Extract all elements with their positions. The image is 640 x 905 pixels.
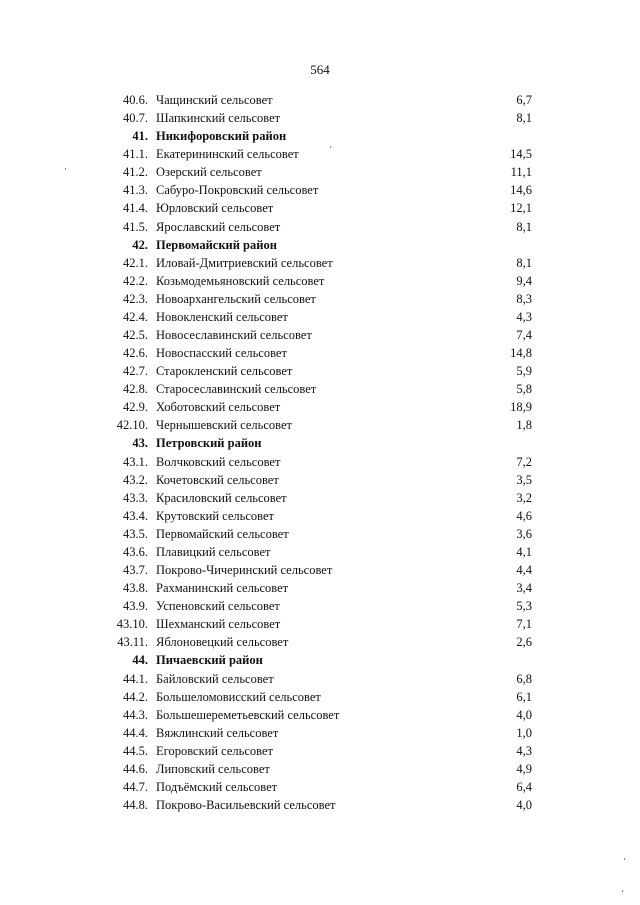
row-number: 41.1. (123, 147, 148, 162)
row-name: Юрловский сельсовет (156, 201, 274, 216)
row-number: 44.4. (123, 725, 148, 740)
row-number: 42.7. (123, 364, 148, 379)
row-number: 44.8. (123, 798, 148, 813)
row-name: Чащинский сельсовет (156, 93, 273, 107)
row-value: 4,1 (516, 544, 532, 559)
row-number: 43. (132, 436, 148, 451)
table-row (0, 326, 640, 344)
table-row (0, 272, 640, 290)
section-header-row (0, 127, 640, 145)
row-number: 43.10. (116, 617, 148, 632)
row-name: Новоспасский сельсовет (156, 346, 287, 361)
row-number: 40.6. (123, 93, 148, 107)
row-number: 43.9. (123, 599, 148, 614)
row-value: 3,6 (516, 526, 532, 541)
table-row (0, 398, 640, 416)
row-value: 4,9 (516, 761, 532, 776)
row-name: Чернышевский сельсовет (156, 418, 292, 433)
row-name: Озерский сельсовет (156, 165, 262, 180)
row-value: 6,1 (516, 689, 532, 704)
row-value: 4,3 (516, 309, 532, 324)
row-number: 43.7. (123, 563, 148, 578)
row-name: Большеломовисский сельсовет (156, 689, 321, 704)
row-name: Сабуро-Покровский сельсовет (156, 183, 319, 198)
row-value: 14,5 (510, 147, 532, 162)
table-row (0, 742, 640, 760)
row-name: Пичаевский район (156, 653, 263, 668)
row-value: 5,3 (516, 599, 532, 614)
table-row (0, 688, 640, 706)
row-value: 6,7 (516, 93, 532, 107)
table-row (0, 362, 640, 380)
row-name: Липовский сельсовет (156, 761, 270, 776)
table-row (0, 199, 640, 217)
row-value: 8,1 (516, 255, 532, 270)
row-name: Покрово-Васильевский сельсовет (156, 798, 336, 813)
row-number: 42.2. (123, 273, 148, 288)
table-row (0, 254, 640, 272)
row-value: 4,6 (516, 508, 532, 523)
row-value: 4,3 (516, 743, 532, 758)
row-name: Иловай-Дмитриевский сельсовет (156, 255, 333, 270)
row-name: Шехманский сельсовет (156, 617, 281, 632)
section-header-row (0, 434, 640, 452)
table-row (0, 471, 640, 489)
row-value: 8,1 (516, 111, 532, 126)
row-value: 14,8 (510, 346, 532, 361)
table-row (0, 145, 640, 163)
table-row (0, 91, 640, 109)
row-name: Козьмодемьяновский сельсовет (156, 273, 325, 288)
table-row (0, 416, 640, 434)
row-number: 43.6. (123, 544, 148, 559)
row-value: 1,0 (516, 725, 532, 740)
table-row (0, 453, 640, 471)
table-row (0, 543, 640, 561)
row-value: 1,8 (516, 418, 532, 433)
row-value: 18,9 (510, 400, 532, 415)
row-name: Красиловский сельсовет (156, 490, 287, 505)
row-number: 42.8. (123, 382, 148, 397)
table-row (0, 579, 640, 597)
table-row (0, 778, 640, 796)
row-name: Рахманинский сельсовет (156, 581, 289, 596)
row-number: 44.2. (123, 689, 148, 704)
table-row (0, 670, 640, 688)
table-row (0, 507, 640, 525)
row-name: Плавицкий сельсовет (156, 544, 271, 559)
scan-speck (65, 168, 66, 170)
table-row (0, 290, 640, 308)
row-number: 42.9. (123, 400, 148, 415)
table-row (0, 218, 640, 236)
row-number: 41.2. (123, 165, 148, 180)
table-row (0, 380, 640, 398)
row-number: 44. (132, 653, 148, 668)
row-name: Егоровский сельсовет (156, 743, 273, 758)
row-name: Екатерининский сельсовет (156, 147, 299, 162)
row-number: 44.1. (123, 671, 148, 686)
row-value: 3,5 (516, 472, 532, 487)
scan-speck (622, 890, 623, 892)
row-value: 3,2 (516, 490, 532, 505)
row-name: Шапкинский сельсовет (156, 111, 281, 126)
table-row (0, 597, 640, 615)
row-value: 4,4 (516, 563, 532, 578)
row-number: 42.10. (116, 418, 148, 433)
section-header-row (0, 651, 640, 669)
row-name: Ярославский сельсовет (156, 219, 281, 234)
row-value: 6,4 (516, 779, 532, 794)
row-value: 4,0 (516, 707, 532, 722)
row-number: 42.6. (123, 346, 148, 361)
row-value: 14,6 (510, 183, 532, 198)
row-number: 41.5. (123, 219, 148, 234)
row-number: 43.1. (123, 454, 148, 469)
row-number: 41.4. (123, 201, 148, 216)
table-row (0, 706, 640, 724)
table-row (0, 489, 640, 507)
row-name: Покрово-Чичеринский сельсовет (156, 563, 333, 578)
row-value: 7,4 (516, 328, 532, 343)
table-row (0, 796, 640, 814)
row-number: 41. (132, 129, 148, 144)
section-header-row (0, 236, 640, 254)
row-name: Хоботовский сельсовет (156, 400, 281, 415)
row-number: 44.5. (123, 743, 148, 758)
row-value: 7,1 (516, 617, 532, 632)
row-name: Крутовский сельсовет (156, 508, 274, 523)
table-row (0, 109, 640, 127)
table-row (0, 760, 640, 778)
row-name: Большешереметьевский сельсовет (156, 707, 340, 722)
row-value: 4,0 (516, 798, 532, 813)
row-value: 6,8 (516, 671, 532, 686)
row-name: Старосеславинский сельсовет (156, 382, 317, 397)
row-value: 11,1 (510, 165, 532, 180)
row-number: 43.11. (117, 635, 148, 650)
row-name: Никифоровский район (156, 129, 287, 144)
table-row (0, 615, 640, 633)
row-number: 44.7. (123, 779, 148, 794)
row-name: Первомайский сельсовет (156, 526, 289, 541)
row-number: 44.3. (123, 707, 148, 722)
row-name: Новосеславинский сельсовет (156, 328, 312, 343)
row-number: 42.3. (123, 291, 148, 306)
row-name: Подъёмский сельсовет (156, 779, 278, 794)
row-number: 43.4. (123, 508, 148, 523)
table-row (0, 344, 640, 362)
row-value: 8,3 (516, 291, 532, 306)
table-row (0, 724, 640, 742)
row-number: 43.2. (123, 472, 148, 487)
row-number: 43.8. (123, 581, 148, 596)
row-value: 5,9 (516, 364, 532, 379)
row-value: 5,8 (516, 382, 532, 397)
row-number: 42.1. (123, 255, 148, 270)
row-name: Яблоновецкий сельсовет (156, 635, 289, 650)
row-name: Вяжлинский сельсовет (156, 725, 279, 740)
row-number: 44.6. (123, 761, 148, 776)
row-value: 3,4 (516, 581, 532, 596)
table-row (0, 181, 640, 199)
row-name: Кочетовский сельсовет (156, 472, 279, 487)
row-number: 42.4. (123, 309, 148, 324)
table-row (0, 633, 640, 651)
row-number: 43.3. (123, 490, 148, 505)
scan-speck (330, 146, 331, 148)
row-name: Петровский район (156, 436, 262, 451)
row-value: 7,2 (516, 454, 532, 469)
district-table (0, 91, 640, 814)
row-name: Старокленский сельсовет (156, 364, 293, 379)
table-row (0, 308, 640, 326)
row-number: 42.5. (123, 328, 148, 343)
scan-speck (624, 858, 625, 860)
row-name: Волчковский сельсовет (156, 454, 281, 469)
table-row (0, 163, 640, 181)
row-number: 40.7. (123, 111, 148, 126)
row-name: Новокленский сельсовет (156, 309, 288, 324)
row-number: 42. (132, 237, 148, 252)
table-row (0, 561, 640, 579)
row-name: Байловский сельсовет (156, 671, 274, 686)
row-value: 8,1 (516, 219, 532, 234)
row-value: 2,6 (516, 635, 532, 650)
row-name: Первомайский район (156, 237, 277, 252)
row-value: 9,4 (516, 273, 532, 288)
row-number: 41.3. (123, 183, 148, 198)
table-row (0, 525, 640, 543)
row-name: Успеновский сельсовет (156, 599, 280, 614)
row-number: 43.5. (123, 526, 148, 541)
row-name: Новоархангельский сельсовет (156, 291, 316, 306)
row-value: 12,1 (510, 201, 532, 216)
page-number: 564 (310, 62, 330, 77)
